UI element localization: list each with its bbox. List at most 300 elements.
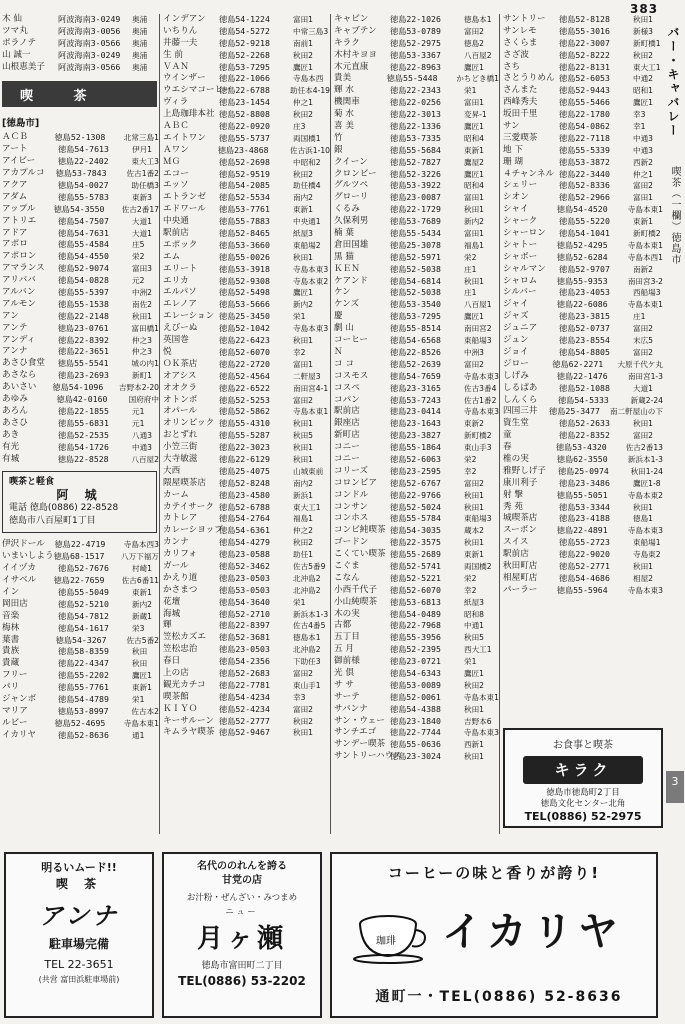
entry-addr: 福島1 bbox=[464, 240, 485, 250]
list-item bbox=[334, 38, 499, 50]
entry-name: 久保利男 bbox=[334, 216, 369, 227]
entry-tel: 徳島52-9519 bbox=[219, 168, 270, 179]
entry-tel: 徳島53-7295 bbox=[390, 311, 441, 322]
entry-tel: 徳島23-3815 bbox=[559, 311, 610, 322]
entry-name: さち bbox=[503, 61, 521, 72]
entry-addr: 栄1 bbox=[464, 86, 477, 96]
list-item bbox=[163, 157, 330, 169]
entry-tel: 徳島55-1538 bbox=[58, 298, 109, 309]
entry-tel: 徳島55-8514 bbox=[390, 323, 441, 334]
entry-addr: 幸3 bbox=[633, 110, 646, 120]
entry-tel: 徳島55-5051 bbox=[556, 489, 608, 500]
ad-tsukigase-items: お汁粉・ぜんざい・みつまめ bbox=[186, 893, 298, 903]
entry-tel: 徳島22-8352 bbox=[559, 430, 610, 441]
entry-tel: 徳島22-1026 bbox=[390, 14, 441, 24]
entry-addr: 富田2 bbox=[464, 359, 485, 369]
entry-tel: 徳島53-7243 bbox=[390, 394, 441, 405]
entry-addr: 南田宮4-1 bbox=[293, 383, 329, 393]
list-item bbox=[334, 157, 499, 169]
entry-name: 駅前店 bbox=[503, 549, 529, 560]
entry-name: ポラノテ bbox=[2, 37, 37, 48]
entry-name: 喜 美 bbox=[334, 121, 354, 132]
list-item bbox=[2, 418, 159, 430]
entry-tel: 徳島52-4695 bbox=[54, 717, 106, 728]
list-item bbox=[334, 371, 499, 383]
entry-tel: 徳島22-2343 bbox=[390, 85, 441, 96]
entry-tel: 徳島23-2693 bbox=[58, 370, 109, 381]
list-item bbox=[2, 311, 159, 323]
entry-tel: 徳島54-3267 bbox=[55, 634, 107, 645]
entry-name: アンナ bbox=[2, 346, 28, 357]
ad-ikariya-logo: イカリヤ bbox=[442, 909, 624, 955]
entry-name: 有光 bbox=[2, 441, 20, 452]
list-item bbox=[163, 276, 330, 288]
list-item bbox=[503, 537, 663, 549]
entry-name: 小笠三街 bbox=[163, 442, 198, 453]
entry-name: こぐま bbox=[334, 560, 360, 571]
list-item bbox=[163, 216, 330, 228]
entry-addr: 栄2 bbox=[464, 252, 477, 262]
entry-name: エッソ bbox=[163, 180, 189, 191]
entry-name: あいさい bbox=[2, 382, 37, 393]
entry-name: ＡＢＣ bbox=[163, 121, 189, 132]
ad-anna-mood: 明るいムード!! bbox=[41, 861, 117, 874]
entry-name: サン・ウェー bbox=[334, 715, 385, 726]
list-item bbox=[2, 299, 159, 311]
entry-tel: 徳島52-8128 bbox=[559, 14, 610, 24]
list-item bbox=[2, 682, 159, 694]
entry-addr: 東山手1 bbox=[293, 680, 321, 690]
entry-addr: 秋田5 bbox=[464, 633, 485, 643]
entry-addr: 栄1 bbox=[293, 597, 306, 607]
entry-addr: 富田2 bbox=[633, 431, 654, 441]
list-item bbox=[334, 537, 499, 549]
ad-kirak-title: お食事と喫茶 bbox=[553, 740, 613, 751]
entry-addr: 奥浦 bbox=[132, 38, 148, 48]
list-item bbox=[163, 632, 330, 644]
entry-tel: 徳島55-9353 bbox=[556, 275, 608, 286]
entry-tel: 徳島54-4388 bbox=[390, 703, 441, 714]
entry-tel: 徳島52-1308 bbox=[54, 132, 106, 143]
entry-addr: 秋田2 bbox=[464, 680, 485, 690]
entry-tel: 徳島53-6813 bbox=[390, 596, 441, 607]
ad-tsukigase bbox=[162, 852, 322, 1018]
entry-tel: 徳島22-3013 bbox=[390, 109, 441, 120]
entry-addr: 富田1 bbox=[293, 15, 314, 24]
entry-tel: 徳島23-2595 bbox=[390, 465, 441, 476]
list-item bbox=[503, 85, 663, 97]
list-item bbox=[334, 727, 499, 739]
list-item bbox=[163, 716, 330, 728]
entry-addr: 鷹匠1 bbox=[464, 62, 485, 72]
list-item bbox=[2, 358, 159, 370]
entry-tel: 徳島52-2966 bbox=[559, 192, 610, 203]
entry-tel: 徳島53-0789 bbox=[390, 25, 441, 36]
entry-name: 生 前 bbox=[163, 49, 183, 60]
entry-name: 坂田千里 bbox=[503, 109, 538, 120]
entry-tel: 徳島52-3226 bbox=[390, 168, 441, 179]
ad-anna-tel: TEL 22-3651 bbox=[44, 958, 114, 971]
entry-tel: 徳島22-6788 bbox=[219, 85, 270, 96]
entry-name: 相屋町店 bbox=[503, 572, 538, 583]
entry-tel: 徳島55-0026 bbox=[219, 251, 270, 262]
entry-tel: 徳島54-4279 bbox=[219, 537, 270, 548]
entry-addr: 新蔵2-24 bbox=[630, 395, 663, 405]
list-item bbox=[2, 180, 159, 192]
list-item bbox=[163, 454, 330, 466]
list-item bbox=[163, 38, 330, 50]
list-item bbox=[334, 264, 499, 276]
entry-tel: 徳島53-4320 bbox=[555, 442, 607, 453]
entry-name: 銀座店 bbox=[334, 418, 360, 429]
entry-name: ジロー bbox=[503, 358, 529, 369]
list-item bbox=[2, 611, 159, 623]
entry-name: 中央通 bbox=[163, 216, 189, 227]
entry-addr: 庄3 bbox=[293, 122, 306, 132]
entry-addr: 新町1 bbox=[132, 371, 153, 381]
entry-tel: 徳島52-6063 bbox=[390, 453, 441, 464]
entry-tel: 徳島52-5862 bbox=[219, 406, 270, 417]
entry-addr: 秋田 bbox=[132, 647, 148, 657]
entry-tel: 徳島55-4584 bbox=[58, 239, 109, 250]
entry-tel: 徳島55-1864 bbox=[390, 442, 441, 453]
shop-box bbox=[2, 471, 157, 533]
entry-addr: 徳島本1 bbox=[293, 633, 321, 643]
entry-addr: 富田橋1 bbox=[131, 323, 159, 333]
entry-addr: 相屋2 bbox=[633, 573, 654, 583]
entry-addr: 富田1 bbox=[293, 359, 314, 369]
ad-tsukigase-tagline-1: 名代ののれんを誇る bbox=[197, 861, 287, 872]
entry-name: 春 bbox=[503, 442, 512, 453]
entry-name: マリア bbox=[2, 705, 28, 716]
list-item bbox=[2, 156, 159, 168]
entry-addr: 東船場3 bbox=[464, 514, 492, 524]
entry-addr: 大道1 bbox=[132, 216, 153, 226]
entry-addr: 幸1 bbox=[633, 122, 646, 132]
entry-tel: 徳島54-7507 bbox=[58, 215, 109, 226]
list-item bbox=[503, 264, 663, 276]
entry-tel: 徳島22-8392 bbox=[58, 334, 109, 345]
entry-tel: 徳島54-0828 bbox=[58, 275, 109, 286]
entry-addr: 北沖島2 bbox=[293, 573, 321, 583]
entry-name: グローリ bbox=[334, 192, 369, 203]
list-item bbox=[163, 26, 330, 38]
list-item bbox=[334, 466, 499, 478]
entry-tel: 徳島55-5541 bbox=[57, 358, 109, 369]
list-item bbox=[334, 145, 499, 157]
entry-tel: 徳島52-7827 bbox=[390, 156, 441, 167]
entry-tel: 徳島22-1066 bbox=[219, 73, 270, 84]
list-item bbox=[163, 525, 330, 537]
entry-name: エイトワン bbox=[163, 132, 206, 143]
entry-name: キーサルーン bbox=[163, 715, 214, 726]
entry-name: 資生堂 bbox=[503, 418, 529, 429]
entry-name: シルバー bbox=[503, 287, 537, 298]
entry-addr: 寺島本東1 bbox=[123, 718, 159, 728]
list-item bbox=[334, 133, 499, 145]
entry-tel: 徳島55-5684 bbox=[390, 144, 441, 155]
entry-addr: 昭和4 bbox=[464, 133, 485, 143]
list-item bbox=[503, 73, 663, 85]
entry-addr: 昭和4 bbox=[464, 181, 485, 191]
entry-addr: 佐古5番9 bbox=[293, 561, 326, 571]
entry-addr: 東新1 bbox=[293, 205, 314, 215]
entry-name: 花壇 bbox=[163, 596, 181, 607]
list-item bbox=[163, 620, 330, 632]
entry-tel: 徳島23-0087 bbox=[390, 192, 441, 203]
list-item bbox=[334, 180, 499, 192]
entry-name: グルツペ bbox=[334, 180, 369, 191]
entry-addr: 西新1 bbox=[464, 740, 485, 750]
entry-tel: 徳島52-2639 bbox=[390, 358, 441, 369]
entry-tel: 徳島52-6053 bbox=[559, 73, 610, 84]
entry-addr: 富田3 bbox=[132, 264, 153, 274]
entry-name: アクア bbox=[2, 180, 28, 191]
sidebar-tab[interactable]: 3 bbox=[666, 771, 684, 803]
entry-name: 英国巻 bbox=[163, 335, 189, 346]
entry-tel: 徳島53-3344 bbox=[559, 501, 610, 512]
entry-name: シオン bbox=[503, 192, 529, 203]
entry-name: 上の店 bbox=[163, 667, 189, 678]
entry-addr: 中通1 bbox=[464, 621, 485, 631]
entry-tel: 徳島25-3078 bbox=[390, 239, 441, 250]
entry-name: コスモス bbox=[334, 370, 369, 381]
entry-name: 秋田町店 bbox=[503, 560, 538, 571]
list-item bbox=[334, 240, 499, 252]
list-item bbox=[163, 644, 330, 656]
entry-name: エリカ bbox=[163, 275, 189, 286]
entry-name: キャブテン bbox=[334, 25, 377, 36]
ad-tsukigase-new: ニュー bbox=[225, 907, 259, 916]
entry-tel: 徳島22-2148 bbox=[58, 310, 109, 321]
list-item bbox=[163, 597, 330, 609]
entry-tel: 徳島23-3165 bbox=[390, 382, 441, 393]
entry-tel: 徳島25-3477 bbox=[549, 406, 600, 417]
sidebar-heading: バー・キャバレー bbox=[666, 26, 680, 138]
entry-tel: 徳島53-3918 bbox=[219, 263, 270, 274]
list-item bbox=[503, 287, 663, 299]
entry-addr: 東船場3 bbox=[464, 336, 492, 346]
entry-addr: 助任本4-19 bbox=[289, 86, 330, 96]
entry-tel: 徳島22-3007 bbox=[559, 37, 610, 48]
entry-tel: 徳島52-5498 bbox=[219, 287, 270, 298]
list-item bbox=[2, 551, 159, 563]
list-item bbox=[163, 133, 330, 145]
entry-tel: 徳島52-2710 bbox=[219, 608, 270, 619]
entry-name: キャビン bbox=[334, 14, 369, 24]
entry-addr: 仲之3 bbox=[132, 335, 153, 345]
entry-name: 駅前店 bbox=[334, 406, 360, 417]
entry-addr: 富田1 bbox=[464, 229, 485, 239]
entry-tel: 徳島22-8963 bbox=[390, 61, 441, 72]
ad-tsukigase-tagline-2: 甘党の店 bbox=[222, 875, 262, 886]
list-item bbox=[503, 157, 663, 169]
entry-addr: 北沖島2 bbox=[293, 645, 321, 655]
entry-tel: 徳島22-7781 bbox=[219, 679, 270, 690]
entry-addr: 秋田1 bbox=[293, 454, 314, 464]
list-item bbox=[2, 575, 159, 587]
entry-tel: 徳島22-4891 bbox=[556, 525, 608, 536]
list-item bbox=[163, 537, 330, 549]
entry-name: 隈屋喫茶店 bbox=[163, 477, 206, 488]
entry-addr: 徳島1 bbox=[633, 514, 654, 524]
list-item bbox=[334, 335, 499, 347]
entry-addr: 秋田2 bbox=[293, 538, 314, 548]
entry-tel: 徳島54-7659 bbox=[389, 370, 441, 381]
entry-tel: 徳島23-1840 bbox=[390, 715, 441, 726]
list-item bbox=[2, 370, 159, 382]
list-item bbox=[2, 430, 159, 442]
entry-name: 木元直康 bbox=[334, 61, 369, 72]
entry-tel: 徳島25-3450 bbox=[219, 311, 270, 322]
entry-tel: 徳島52-5024 bbox=[390, 501, 441, 512]
entry-tel: 徳島54-6361 bbox=[219, 525, 270, 536]
entry-name: 機関車 bbox=[334, 97, 360, 108]
list-item bbox=[163, 502, 330, 514]
entry-name: あさひ bbox=[2, 417, 28, 428]
entry-tel: 徳島22-3023 bbox=[219, 442, 270, 453]
list-item bbox=[334, 751, 499, 763]
entry-tel: 徳島22-9020 bbox=[559, 549, 610, 560]
entry-addr: 栄1 bbox=[293, 312, 306, 322]
list-item bbox=[2, 132, 159, 144]
list-item bbox=[163, 264, 330, 276]
ad-kirak-addr2: 徳島文化センター北角 bbox=[540, 799, 626, 809]
entry-tel: 徳島23-0503 bbox=[219, 572, 270, 583]
list-item bbox=[334, 478, 499, 490]
entry-name: 光 倶 bbox=[334, 667, 354, 678]
list-item bbox=[334, 692, 499, 704]
list-item bbox=[163, 169, 330, 181]
entry-name: サンデー喫茶 bbox=[334, 739, 386, 750]
entry-name: ヴィラ bbox=[163, 97, 189, 108]
city-heading: [徳島市] bbox=[2, 118, 40, 130]
entry-addr: 八百屋1 bbox=[464, 300, 492, 310]
list-item bbox=[334, 704, 499, 716]
entry-tel: 徳島55-2689 bbox=[390, 549, 441, 560]
entry-name: コ コ bbox=[334, 358, 354, 369]
entry-tel: 徳島52-4564 bbox=[219, 370, 270, 381]
list-item bbox=[334, 525, 499, 537]
entry-name: 康川利子 bbox=[503, 477, 538, 488]
entry-addr: 鷹匠1-8 bbox=[633, 478, 661, 488]
entry-name: オリンピック bbox=[163, 418, 215, 429]
entry-name: 貴蔵 bbox=[2, 658, 20, 669]
entry-addr: 佐古2番13 bbox=[625, 443, 663, 453]
entry-name: 小山純喫茶 bbox=[334, 596, 377, 607]
entry-tel: 徳島55-4310 bbox=[219, 418, 270, 429]
list-item bbox=[334, 644, 499, 656]
list-item bbox=[2, 275, 159, 287]
entry-tel: 徳島23-0761 bbox=[57, 322, 109, 333]
list-item bbox=[2, 406, 159, 418]
entry-addr: 秋田 bbox=[132, 659, 148, 669]
entry-tel: 徳島52-5253 bbox=[219, 394, 270, 405]
list-item bbox=[163, 692, 330, 704]
entry-tel: 徳島55-7883 bbox=[219, 216, 270, 227]
entry-addr: 奥浦 bbox=[132, 50, 148, 60]
entry-addr: 東新1 bbox=[464, 550, 485, 560]
ad-tsukigase-logo: 月ヶ瀬 bbox=[196, 924, 287, 954]
entry-addr: 仲之2 bbox=[293, 526, 314, 536]
list-item bbox=[334, 14, 499, 26]
entry-tel: 徳島22-8397 bbox=[219, 620, 270, 631]
entry-name: シャーロン bbox=[503, 228, 546, 239]
entry-addr: 東新1 bbox=[633, 217, 654, 227]
entry-addr: 八百屋2 bbox=[131, 454, 159, 464]
entry-tel: 徳島22-4719 bbox=[54, 539, 106, 550]
entry-addr: 大道1 bbox=[132, 228, 153, 238]
entry-tel: 徳島52-3462 bbox=[219, 560, 270, 571]
entry-tel: 徳島54-3550 bbox=[53, 203, 105, 214]
entry-name: 地 下 bbox=[503, 144, 523, 155]
entry-name: ジョイ bbox=[503, 346, 529, 357]
entry-tel: 徳島22-1336 bbox=[390, 121, 441, 132]
entry-tel: 徳島55-5434 bbox=[390, 228, 441, 239]
ad-anna-manager: (共営 富田浜駐車場前) bbox=[38, 975, 120, 984]
entry-addr: 秋田1 bbox=[293, 728, 314, 738]
entry-addr: 南佐2 bbox=[132, 299, 153, 309]
list-item bbox=[2, 587, 159, 599]
entry-addr: 秋田2 bbox=[293, 169, 314, 179]
entry-name: しげみ bbox=[503, 370, 529, 381]
entry-name: Ｎ bbox=[334, 346, 343, 357]
entry-tel: 徳島54-1726 bbox=[58, 441, 109, 452]
entry-name: あゆみ bbox=[2, 394, 28, 405]
entry-addr: 八通3 bbox=[132, 430, 153, 440]
entry-tel: 徳島22-7968 bbox=[390, 620, 441, 631]
list-item bbox=[2, 694, 159, 706]
entry-tel: 阿波海南3-0566 bbox=[58, 37, 121, 48]
entry-addr: 二軒屋3 bbox=[293, 371, 321, 381]
entry-addr: 中洲2 bbox=[132, 288, 153, 298]
entry-addr: 蔵本2 bbox=[464, 526, 485, 536]
entry-name: さざ波 bbox=[503, 49, 529, 60]
entry-tel: 徳島54-1224 bbox=[219, 14, 270, 24]
list-item bbox=[2, 335, 159, 347]
entry-addr: 末広5 bbox=[633, 336, 654, 346]
entry-addr: 鷹匠1 bbox=[293, 62, 314, 72]
entry-addr: 寺島本東3 bbox=[293, 324, 329, 334]
entry-name: エリート bbox=[163, 263, 198, 274]
list-item bbox=[503, 169, 663, 181]
list-item bbox=[163, 62, 330, 74]
entry-name: 射 撃 bbox=[503, 489, 523, 500]
entry-tel: 徳島22-2402 bbox=[57, 156, 109, 167]
entry-addr: 鷹匠1 bbox=[464, 668, 485, 678]
entry-addr: 秋田1 bbox=[464, 538, 485, 548]
entry-tel: 徳島22-6423 bbox=[219, 335, 270, 346]
entry-tel: 徳島62-3550 bbox=[556, 453, 608, 464]
entry-addr: 庄5 bbox=[132, 240, 145, 250]
list-item bbox=[503, 216, 663, 228]
entry-tel: 徳島55-7761 bbox=[58, 682, 109, 693]
list-item bbox=[2, 26, 159, 38]
entry-addr: 変昇-1 bbox=[464, 110, 487, 120]
entry-name: 椎の実 bbox=[503, 453, 529, 464]
list-item bbox=[503, 347, 663, 359]
entry-name: 大寺敏滋 bbox=[163, 453, 198, 464]
list-item bbox=[2, 251, 159, 263]
list-item bbox=[503, 133, 663, 145]
list-item bbox=[334, 454, 499, 466]
entry-name: 倉田国雄 bbox=[334, 239, 369, 250]
entry-tel: 徳島52-2683 bbox=[219, 667, 270, 678]
entry-name: 黒 猫 bbox=[334, 251, 354, 262]
ad-kirak bbox=[503, 728, 663, 828]
list-item bbox=[334, 490, 499, 502]
entry-addr: 南前1 bbox=[293, 38, 314, 48]
